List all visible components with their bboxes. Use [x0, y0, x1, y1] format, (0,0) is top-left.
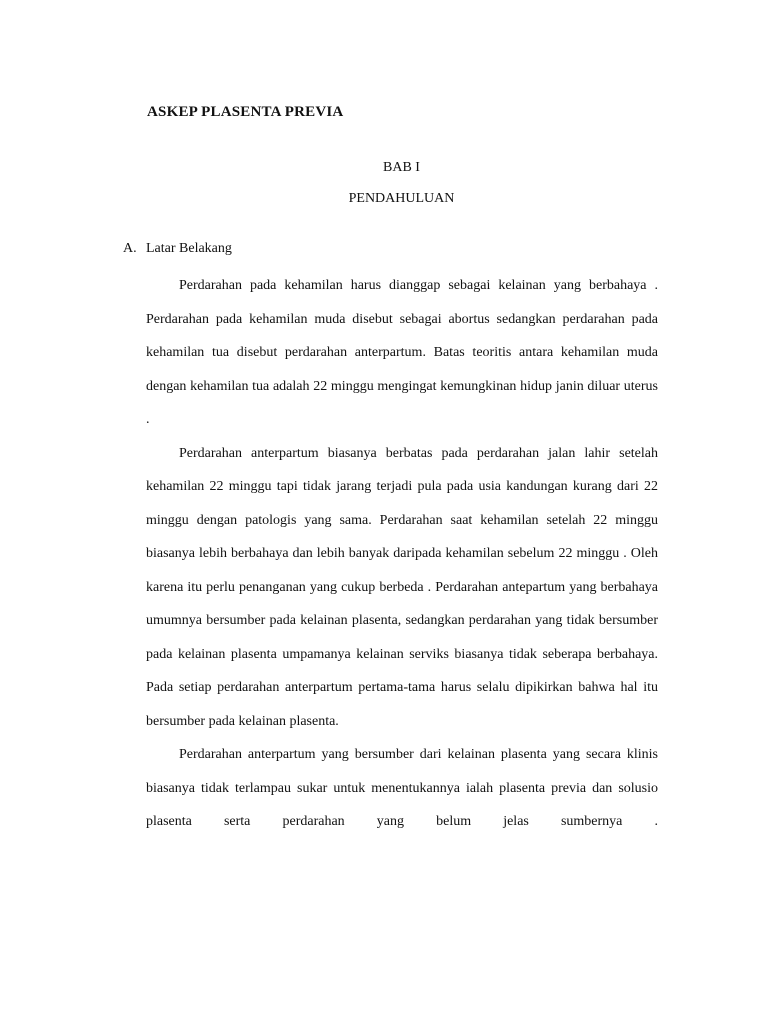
paragraph: Perdarahan pada kehamilan harus dianggap sebagai kelainan yang berbahaya . Perdarahan pada kehamilan muda disebut sebagai abortus sedangkan perdarahan pada kehamilan tua disebut perdarahan anterpartum. Batas teoritis antara kehamilan muda dengan kehamilan tua adalah 22 minggu mengingat kemungkinan hidup janin diluar uterus .	[146, 278, 658, 427]
body-text	[146, 269, 658, 839]
chapter-title: PENDAHULUAN	[348, 191, 455, 206]
document-title: ASKEP PLASENTA PREVIA	[147, 104, 344, 120]
paragraph: Perdarahan anterpartum biasanya berbatas pada perdarahan jalan lahir setelah kehamilan 22 minggu tapi tidak jarang terjadi pula pada usia kandungan kurang dari 22 minggu dengan patologis yang sama. Perdarahan saat kehamilan setelah 22 minggu biasanya lebih berbahaya dan lebih banyak daripada kehamilan sebelum 22 minggu . Oleh karena itu perlu penanganan yang cukup berbeda . Perdarahan antepartum yang berbahaya umumnya bersumber pada kelainan plasenta, sedangkan perdarahan yang tidak bersumber pada kelainan plasenta umpamanya kelainan serviks biasanya tidak seberapa berbahaya. Pada setiap perdarahan anterpartum pertama-tama harus selalu dipikirkan bahwa hal itu bersumber pada kelainan plasenta.	[146, 445, 658, 729]
section-marker: A.	[123, 241, 137, 256]
chapter-number: BAB I	[383, 160, 420, 175]
section-heading-text: Latar Belakang	[146, 241, 232, 256]
paragraph: Perdarahan anterpartum yang bersumber dari kelainan plasenta yang secara klinis biasanya tidak terlampau sukar untuk menentukannya ialah plasenta previa dan solusio plasenta serta perdarahan yang belum jelas sumbernya .	[146, 747, 658, 829]
section-heading	[123, 241, 232, 257]
